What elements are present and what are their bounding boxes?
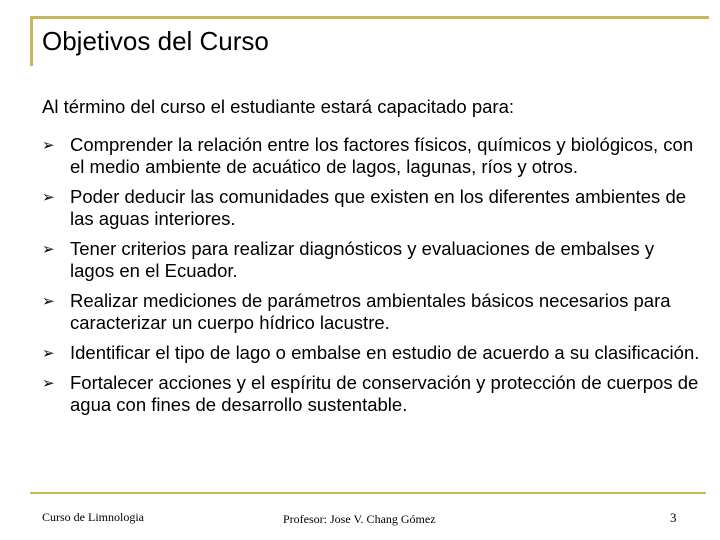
arrow-bullet-icon: ➢ — [42, 344, 55, 362]
list-item — [42, 290, 702, 334]
footer-professor: Profesor: Jose V. Chang Gómez — [283, 512, 436, 526]
list-item — [42, 134, 702, 178]
objective-text: Realizar mediciones de parámetros ambientales básicos necesarios para caracterizar un cuerpo hídrico lacustre. — [70, 290, 671, 333]
arrow-bullet-icon: ➢ — [42, 136, 55, 154]
arrow-bullet-icon: ➢ — [42, 292, 55, 310]
footer-course: Curso de Limnologia — [42, 510, 144, 524]
list-item — [42, 342, 702, 364]
objective-text: Poder deducir las comunidades que existen en los diferentes ambientes de las aguas interiores. — [70, 186, 687, 229]
objective-text: Tener criterios para realizar diagnósticos y evaluaciones de embalses y lagos en el Ecuador. — [70, 238, 655, 281]
arrow-bullet-icon: ➢ — [42, 374, 55, 392]
objective-text: Comprender la relación entre los factores físicos, químicos y biológicos, con el medio ambiente de acuático de lagos, lagunas, ríos y otros. — [70, 134, 694, 177]
footer-divider — [30, 492, 706, 494]
page-title: Objetivos del Curso — [42, 26, 269, 56]
list-item — [42, 186, 702, 230]
intro-text: Al término del curso el estudiante estará capacitado para: — [42, 96, 515, 117]
list-item — [42, 372, 702, 416]
objectives-list — [42, 134, 702, 424]
list-item — [42, 238, 702, 282]
arrow-bullet-icon: ➢ — [42, 188, 55, 206]
objective-text: Fortalecer acciones y el espíritu de conservación y protección de cuerpos de agua con fines de desarrollo sustentable. — [70, 372, 699, 415]
arrow-bullet-icon: ➢ — [42, 240, 55, 258]
objective-text: Identificar el tipo de lago o embalse en estudio de acuerdo a su clasificación. — [70, 342, 700, 363]
page-number: 3 — [670, 510, 677, 525]
